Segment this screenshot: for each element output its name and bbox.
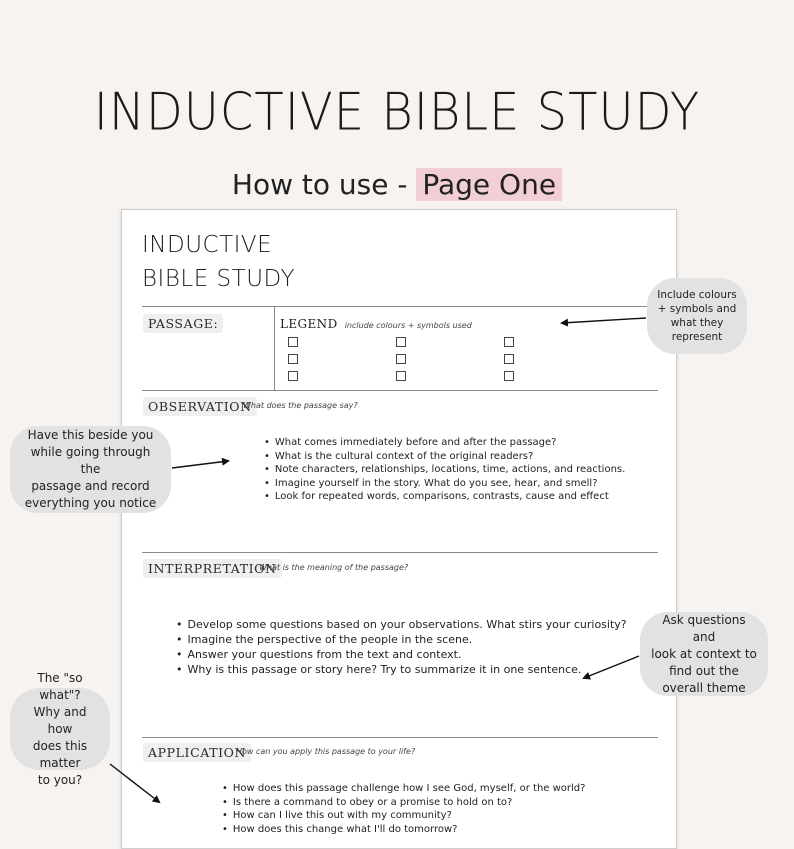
- legend-checkbox[interactable]: [288, 371, 298, 381]
- list-item: • Answer your questions from the text and context.: [176, 647, 627, 662]
- list-item: • Look for repeated words, comparisons, contrasts, cause and effect: [264, 490, 625, 504]
- legend-checkbox[interactable]: [396, 371, 406, 381]
- callout-observation: [10, 426, 171, 513]
- list-item: • How does this change what I'll do tomorrow?: [222, 823, 585, 837]
- list-item: • What is the cultural context of the original readers?: [264, 450, 625, 464]
- observation-bullets: [264, 436, 625, 504]
- passage-bottom-rule: [142, 390, 658, 391]
- callout-application: [10, 670, 110, 787]
- legend-checkbox[interactable]: [288, 354, 298, 364]
- page-title-line-1: INDUCTIVE: [142, 232, 273, 258]
- list-item: • How does this passage challenge how I see God, myself, or the world?: [222, 782, 585, 796]
- list-item: • Why is this passage or story here? Try to summarize it in one sentence.: [176, 662, 627, 677]
- page-title-line-2: BIBLE STUDY: [142, 266, 296, 292]
- legend-checkbox[interactable]: [504, 354, 514, 364]
- list-item: • Note characters, relationships, locations, time, actions, and reactions.: [264, 463, 625, 477]
- interpretation-rule: [142, 552, 658, 553]
- passage-label: PASSAGE:: [143, 314, 223, 333]
- callout-application-text: The "so what"? Why and how does this matter to you?: [32, 670, 88, 787]
- worksheet-page: [121, 209, 677, 849]
- callout-legend-text: Include colours + symbols and what they represent: [657, 289, 737, 343]
- legend-checkbox[interactable]: [288, 337, 298, 347]
- legend-label: LEGEND: [280, 317, 338, 331]
- list-item: • What comes immediately before and after the passage?: [264, 436, 625, 450]
- interpretation-bullets: [176, 617, 627, 677]
- list-item: • Develop some questions based on your observations. What stirs your curiosity?: [176, 617, 627, 632]
- list-item: • Imagine yourself in the story. What do you see, hear, and smell?: [264, 477, 625, 491]
- legend-checkbox[interactable]: [504, 371, 514, 381]
- legend-checkbox[interactable]: [396, 337, 406, 347]
- main-title: INDUCTIVE BIBLE STUDY: [93, 81, 701, 143]
- application-bullets: [222, 782, 585, 836]
- legend-checkbox[interactable]: [396, 354, 406, 364]
- legend-header: [280, 313, 472, 332]
- application-rule: [142, 737, 658, 738]
- application-prompt: How can you apply this passage to your life?: [236, 747, 416, 756]
- subtitle-highlight: Page One: [416, 168, 562, 201]
- list-item: • Imagine the perspective of the people in the scene.: [176, 632, 627, 647]
- callout-observation-text: Have this beside you while going through the passage and record everything you notice: [24, 428, 157, 510]
- callout-interpretation-text: Ask questions and look at context to find out the overall theme: [651, 612, 757, 695]
- observation-prompt: What does the passage say?: [243, 401, 358, 410]
- interpretation-prompt: What is the meaning of the passage?: [259, 563, 409, 572]
- interpretation-label: INTERPRETATION: [143, 559, 282, 578]
- subtitle: [0, 168, 794, 201]
- passage-divider: [274, 306, 275, 390]
- legend-note: include colours + symbols used: [344, 321, 472, 330]
- callout-interpretation: [640, 612, 768, 696]
- list-item: • Is there a command to obey or a promise to hold on to?: [222, 796, 585, 810]
- page-title: [142, 228, 295, 296]
- legend-checkbox[interactable]: [504, 337, 514, 347]
- list-item: • How can I live this out with my community?: [222, 809, 585, 823]
- subtitle-prefix: How to use -: [231, 168, 408, 201]
- callout-legend: [647, 278, 747, 354]
- passage-top-rule: [142, 306, 658, 307]
- observation-label: OBSERVATION: [143, 397, 257, 416]
- application-label: APPLICATION: [143, 743, 251, 762]
